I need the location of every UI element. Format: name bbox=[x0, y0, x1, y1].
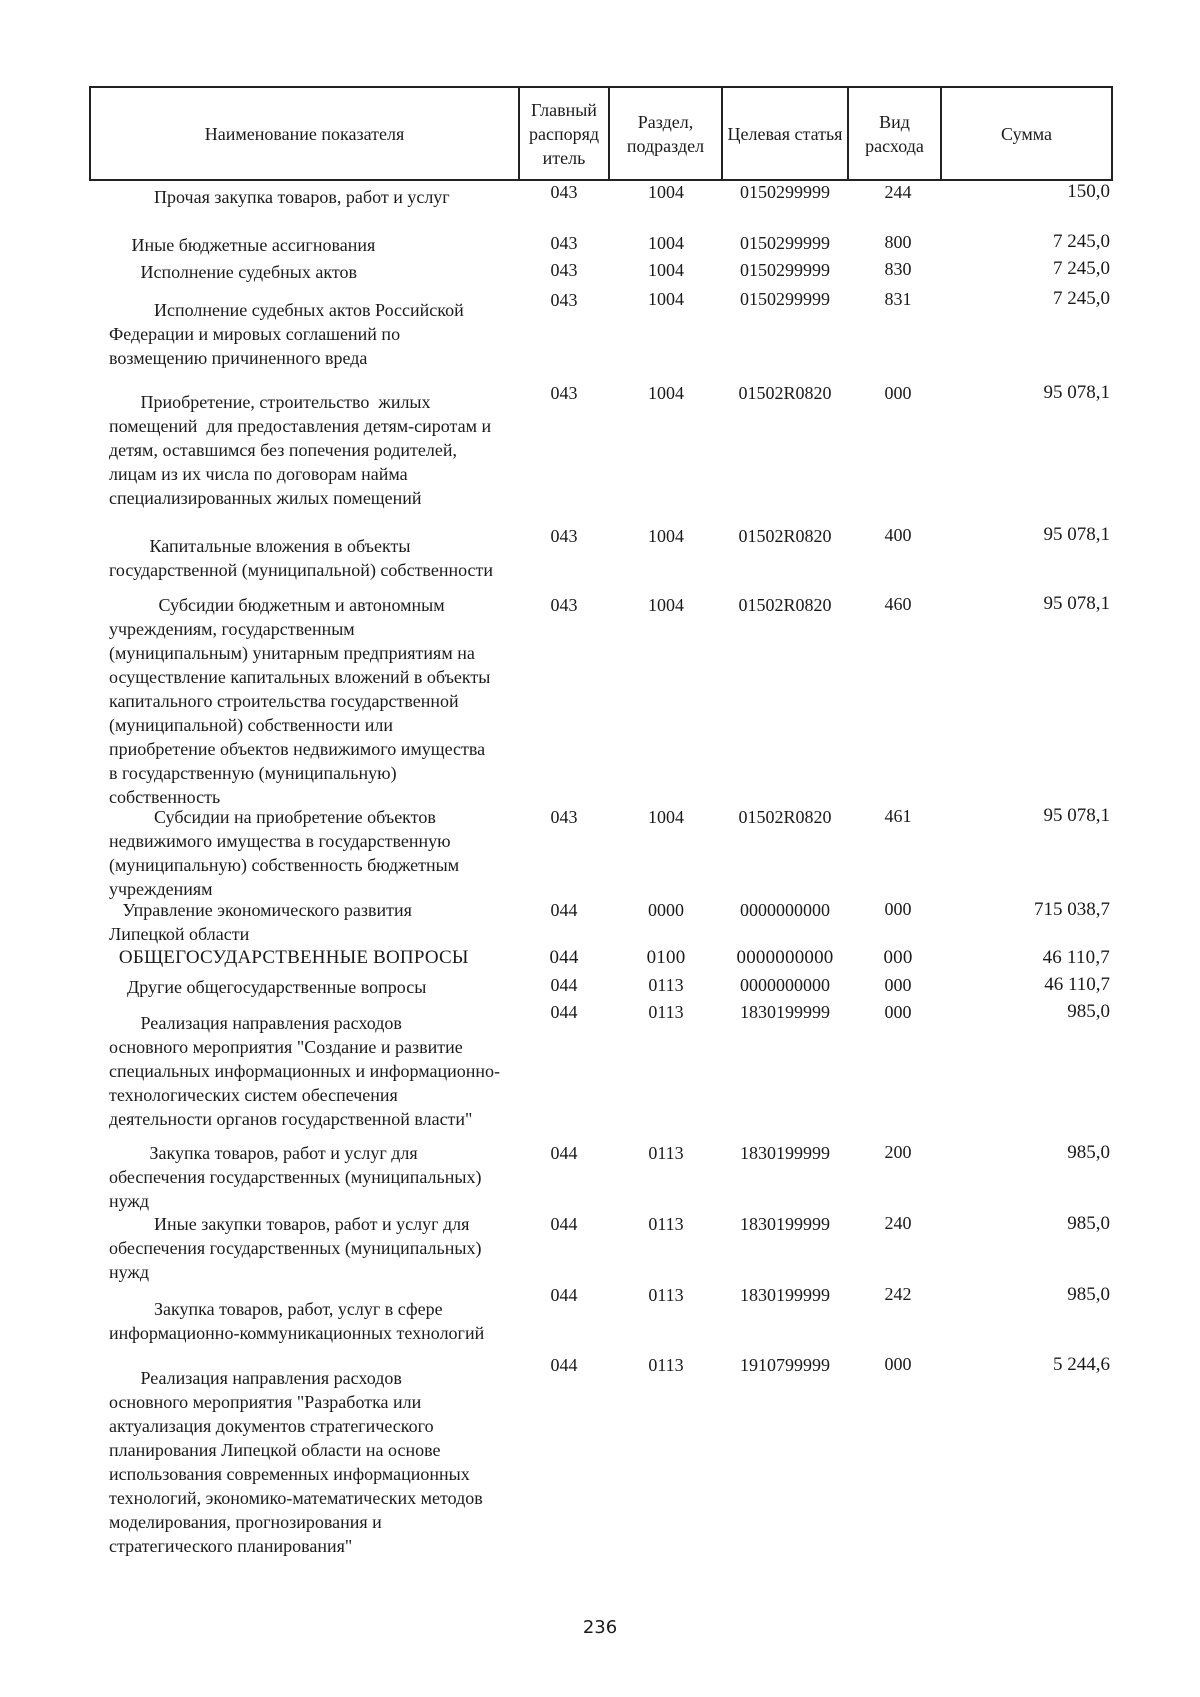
row-summa: 715 038,7 bbox=[1034, 899, 1110, 920]
row-name: Приобретение, строительство жилых помещений для предоставления детям-сиротам и детям, оставшимся без попечения родителей, лицам из их числа по договорам найма специализированных жилых помещений bbox=[109, 392, 492, 508]
row-statya: 01502R0820 bbox=[738, 526, 832, 546]
row-summa: 95 078,1 bbox=[1043, 382, 1110, 403]
row-summa: 7 245,0 bbox=[1053, 288, 1110, 309]
row-glav: 043 bbox=[550, 526, 578, 546]
row-vid: 460 bbox=[884, 594, 912, 614]
row-name: ОБЩЕГОСУДАРСТВЕННЫЕ ВОПРОСЫ bbox=[109, 947, 469, 968]
row-statya: 0000000000 bbox=[740, 900, 830, 920]
row-glav: 044 bbox=[550, 975, 578, 995]
row-glav: 044 bbox=[549, 947, 579, 968]
row-summa: 7 245,0 bbox=[1053, 231, 1110, 252]
row-glav: 043 bbox=[550, 182, 578, 202]
row-statya: 01502R0820 bbox=[738, 595, 832, 615]
row-glav: 044 bbox=[550, 1143, 578, 1163]
row-razdel: 1004 bbox=[648, 383, 684, 403]
row-razdel: 0113 bbox=[648, 975, 684, 995]
row-summa: 985,0 bbox=[1067, 1284, 1110, 1305]
row-glav: 044 bbox=[550, 900, 578, 920]
row-summa: 985,0 bbox=[1067, 1001, 1110, 1022]
header-name: Наименование показателя bbox=[204, 123, 405, 144]
row-vid: 461 bbox=[884, 806, 912, 826]
row-glav: 043 bbox=[550, 595, 578, 615]
row-vid: 800 bbox=[884, 232, 912, 252]
row-summa: 5 244,6 bbox=[1053, 1354, 1110, 1375]
row-glav: 043 bbox=[550, 383, 578, 403]
row-razdel: 0113 bbox=[648, 1285, 684, 1305]
row-vid: 400 bbox=[884, 525, 912, 545]
row-statya: 1830199999 bbox=[740, 1143, 830, 1163]
row-summa: 46 110,7 bbox=[1042, 947, 1110, 968]
row-razdel: 0113 bbox=[648, 1002, 684, 1022]
row-name: Субсидии бюджетным и автономным учреждениям, государственным (муниципальным) унитарным предприятиям на осуществление капитальных вложений в объекты капитального строительства государственной (муниципальной) собственности или приобретение объектов недвижимого имущества в государственную (муниципальную) собственность bbox=[109, 595, 491, 807]
header-summa: Сумма bbox=[940, 88, 1111, 179]
row-glav: 043 bbox=[550, 233, 578, 253]
row-statya: 1830199999 bbox=[740, 1214, 830, 1234]
row-razdel: 0113 bbox=[648, 1355, 684, 1375]
row-razdel: 1004 bbox=[648, 182, 684, 202]
row-statya: 0000000000 bbox=[740, 975, 830, 995]
row-statya: 01502R0820 bbox=[738, 383, 832, 403]
row-razdel: 1004 bbox=[648, 289, 684, 309]
row-statya: 0150299999 bbox=[740, 260, 830, 280]
row-name: Иные бюджетные ассигнования bbox=[109, 235, 376, 255]
row-name: Другие общегосударственные вопросы bbox=[109, 977, 427, 997]
header-glav: Главный распоряд итель bbox=[518, 88, 608, 179]
page-number: 236 bbox=[582, 1617, 618, 1638]
header-statya: Целевая статья bbox=[721, 88, 847, 179]
row-glav: 043 bbox=[550, 290, 578, 310]
row-name: Прочая закупка товаров, работ и услуг bbox=[109, 187, 450, 207]
row-name: Реализация направления расходов основного мероприятия "Разработка или актуализация документов стратегического планирования Липецкой области на основе использования современных информационных технологий, экономико-математических методов моделирования, прогнозирования и стратегического планирования" bbox=[109, 1368, 483, 1556]
row-summa: 46 110,7 bbox=[1044, 974, 1110, 995]
row-name: Управление экономического развития Липецкой области bbox=[109, 900, 412, 944]
row-summa: 7 245,0 bbox=[1053, 258, 1110, 279]
row-statya: 0000000000 bbox=[736, 947, 834, 968]
row-summa: 95 078,1 bbox=[1043, 524, 1110, 545]
row-vid: 200 bbox=[884, 1142, 912, 1162]
row-glav: 043 bbox=[550, 260, 578, 280]
row-vid: 244 bbox=[884, 182, 912, 202]
row-statya: 0150299999 bbox=[740, 289, 830, 309]
row-statya: 01502R0820 bbox=[738, 807, 832, 827]
row-glav: 044 bbox=[550, 1002, 578, 1022]
row-razdel: 0000 bbox=[648, 900, 684, 920]
row-summa: 95 078,1 bbox=[1043, 593, 1110, 614]
row-vid: 000 bbox=[884, 899, 912, 919]
row-statya: 1910799999 bbox=[740, 1355, 830, 1375]
row-name: Капитальные вложения в объекты государственной (муниципальной) собственности bbox=[109, 536, 494, 580]
header-razdel: Раздел, подраздел bbox=[608, 88, 721, 179]
row-glav: 044 bbox=[550, 1214, 578, 1234]
row-vid: 831 bbox=[884, 289, 912, 309]
row-razdel: 0100 bbox=[646, 947, 686, 968]
row-name: Субсидии на приобретение объектов недвижимого имущества в государственную (муниципальную) собственность бюджетным учреждениям bbox=[109, 807, 460, 899]
row-statya: 1830199999 bbox=[740, 1002, 830, 1022]
row-vid: 000 bbox=[884, 1002, 912, 1022]
row-summa: 985,0 bbox=[1067, 1142, 1110, 1163]
row-summa: 985,0 bbox=[1067, 1213, 1110, 1234]
row-glav: 044 bbox=[550, 1285, 578, 1305]
row-razdel: 1004 bbox=[648, 807, 684, 827]
row-razdel: 1004 bbox=[648, 233, 684, 253]
row-name: Исполнение судебных актов bbox=[109, 262, 358, 282]
row-vid: 240 bbox=[884, 1213, 912, 1233]
row-statya: 1830199999 bbox=[740, 1285, 830, 1305]
row-vid: 000 bbox=[884, 975, 912, 995]
row-summa: 95 078,1 bbox=[1043, 805, 1110, 826]
row-name: Закупка товаров, работ, услуг в сфере информационно-коммуникационных технологий bbox=[109, 1299, 485, 1343]
row-vid: 000 bbox=[884, 383, 912, 403]
row-statya: 0150299999 bbox=[740, 182, 830, 202]
row-vid: 830 bbox=[884, 259, 912, 279]
row-razdel: 0113 bbox=[648, 1214, 684, 1234]
row-vid: 000 bbox=[883, 947, 913, 968]
row-vid: 242 bbox=[884, 1284, 912, 1304]
header-vid: Вид расхода bbox=[847, 88, 940, 179]
row-razdel: 1004 bbox=[648, 595, 684, 615]
row-name: Иные закупки товаров, работ и услуг для обеспечения государственных (муниципальных) нужд bbox=[109, 1214, 482, 1282]
row-name: Закупка товаров, работ и услуг для обеспечения государственных (муниципальных) нужд bbox=[109, 1143, 482, 1211]
row-name: Исполнение судебных актов Российской Федерации и мировых соглашений по возмещению причиненного вреда bbox=[109, 300, 464, 368]
row-glav: 044 bbox=[550, 1355, 578, 1375]
row-razdel: 0113 bbox=[648, 1143, 684, 1163]
row-razdel: 1004 bbox=[648, 526, 684, 546]
row-summa: 150,0 bbox=[1067, 181, 1110, 202]
row-vid: 000 bbox=[884, 1354, 912, 1374]
table-header bbox=[89, 86, 1113, 181]
row-name: Реализация направления расходов основного мероприятия "Создание и развитие специальных информационных и информационно- технологических систем обеспечения деятельности органов государственной власти" bbox=[109, 1013, 501, 1129]
row-razdel: 1004 bbox=[648, 260, 684, 280]
row-glav: 043 bbox=[550, 807, 578, 827]
row-statya: 0150299999 bbox=[740, 233, 830, 253]
